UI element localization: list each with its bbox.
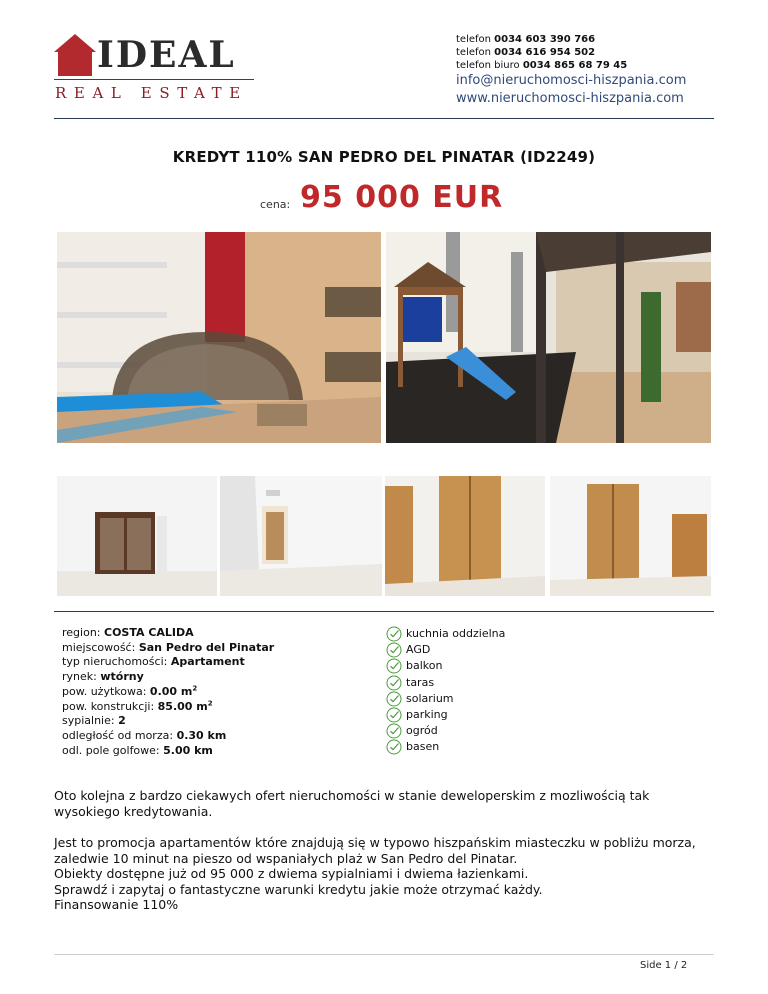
feature-label: parking xyxy=(406,707,448,721)
office-phone-number: 0034 865 68 79 45 xyxy=(522,60,628,71)
description-line: Jest to promocja apartamentów które znajdują się w typowo hiszpańskim miasteczku w pobliżu morza, zaledwie 10 minut na pieszo od wspaniałych plaż w San Pedro del Pinatar. xyxy=(54,835,696,866)
check-circle-icon xyxy=(386,626,402,642)
photos-divider xyxy=(54,611,714,612)
feature-label: basen xyxy=(406,740,440,754)
office-phone-line xyxy=(456,59,756,72)
feature-label: balkon xyxy=(406,659,443,673)
detail-usable-area: pow. użytkowa: 0.00 $m^2$ xyxy=(62,684,198,698)
office-phone-label: telefon biuro xyxy=(456,60,520,71)
description-intro: Oto kolejna z bardzo ciekawych ofert nieruchomości w stanie deweloperskim z mozliwością tak wysokiego kredytowania. xyxy=(54,788,650,819)
photo-room-window[interactable] xyxy=(57,476,217,596)
photo-pool[interactable] xyxy=(57,232,381,443)
photo-hallway[interactable] xyxy=(220,476,382,596)
feature-item xyxy=(386,658,586,674)
detail-build-area: pow. konstrukcji: 85.00 $m^2$ xyxy=(62,698,213,713)
photo-wardrobe[interactable] xyxy=(385,476,545,596)
brand-name: IDEAL xyxy=(97,34,236,76)
check-circle-icon xyxy=(386,658,402,674)
feature-label: kuchnia oddzielna xyxy=(406,627,506,640)
photo-playground[interactable] xyxy=(386,232,711,443)
detail-city: miejscowość: San Pedro del Pinatar xyxy=(62,640,275,654)
feature-item xyxy=(386,739,586,755)
detail-sea-distance: odległość od morza: 0.30 km xyxy=(62,728,227,742)
feature-item xyxy=(386,642,586,658)
check-circle-icon xyxy=(386,691,402,707)
detail-region: region: COSTA CALIDA xyxy=(62,626,194,639)
phone-label: telefon xyxy=(456,34,491,45)
feature-label: ogród xyxy=(406,724,438,738)
logo-divider xyxy=(54,79,254,80)
header-divider xyxy=(54,118,714,119)
footer-divider xyxy=(54,954,714,955)
feature-label: taras xyxy=(406,675,435,689)
photo-bedroom[interactable] xyxy=(550,476,711,596)
check-circle-icon xyxy=(386,675,402,691)
detail-bedrooms: sypialnie: 2 xyxy=(62,714,126,728)
house-logo-icon xyxy=(54,34,96,78)
feature-label: AGD xyxy=(406,643,431,657)
feature-item xyxy=(386,626,586,642)
feature-item xyxy=(386,707,586,723)
detail-type: typ nieruchomości: Apartament xyxy=(62,655,245,669)
description-line: Obiekty dostępne już od 95 000 z dwiema sypialniami i dwiema łazienkami. xyxy=(54,866,529,881)
description-line: Finansowanie 110% xyxy=(54,897,179,912)
contact-block xyxy=(456,33,756,108)
listing-title: KREDYT 110% SAN PEDRO DEL PINATAR (ID2249) xyxy=(172,148,596,166)
website-link[interactable]: www.nieruchomosci-hiszpania.com xyxy=(456,91,684,106)
phone-line-1 xyxy=(456,33,756,46)
phone-label: telefon xyxy=(456,47,491,58)
feature-label: solarium xyxy=(406,691,454,705)
price-label: cena: xyxy=(260,198,291,211)
description-line: Sprawdź i zapytaj o fantastyczne warunki kredytu jakie może otrzymać każdy. xyxy=(54,881,543,897)
features-list xyxy=(386,626,586,756)
listing-description xyxy=(54,788,714,913)
feature-item xyxy=(386,723,586,739)
phone-number: 0034 616 954 502 xyxy=(494,47,596,58)
email-link[interactable]: info@nieruchomosci-hiszpania.com xyxy=(456,73,687,88)
property-details xyxy=(62,626,382,758)
feature-item xyxy=(386,691,586,707)
phone-line-2 xyxy=(456,46,756,59)
brand-subtitle: REAL ESTATE xyxy=(55,84,248,102)
price-value: 95 000 EUR xyxy=(300,180,504,215)
check-circle-icon xyxy=(386,642,402,658)
detail-market: rynek: wtórny xyxy=(62,670,144,684)
company-logo xyxy=(54,34,256,104)
check-circle-icon xyxy=(386,739,402,755)
check-circle-icon xyxy=(386,707,402,723)
phone-number: 0034 603 390 766 xyxy=(494,34,596,45)
check-circle-icon xyxy=(386,723,402,739)
detail-golf-distance: odl. pole golfowe: 5.00 km xyxy=(62,743,213,757)
page-number: Side 1 / 2 xyxy=(640,960,688,971)
feature-item xyxy=(386,675,586,691)
